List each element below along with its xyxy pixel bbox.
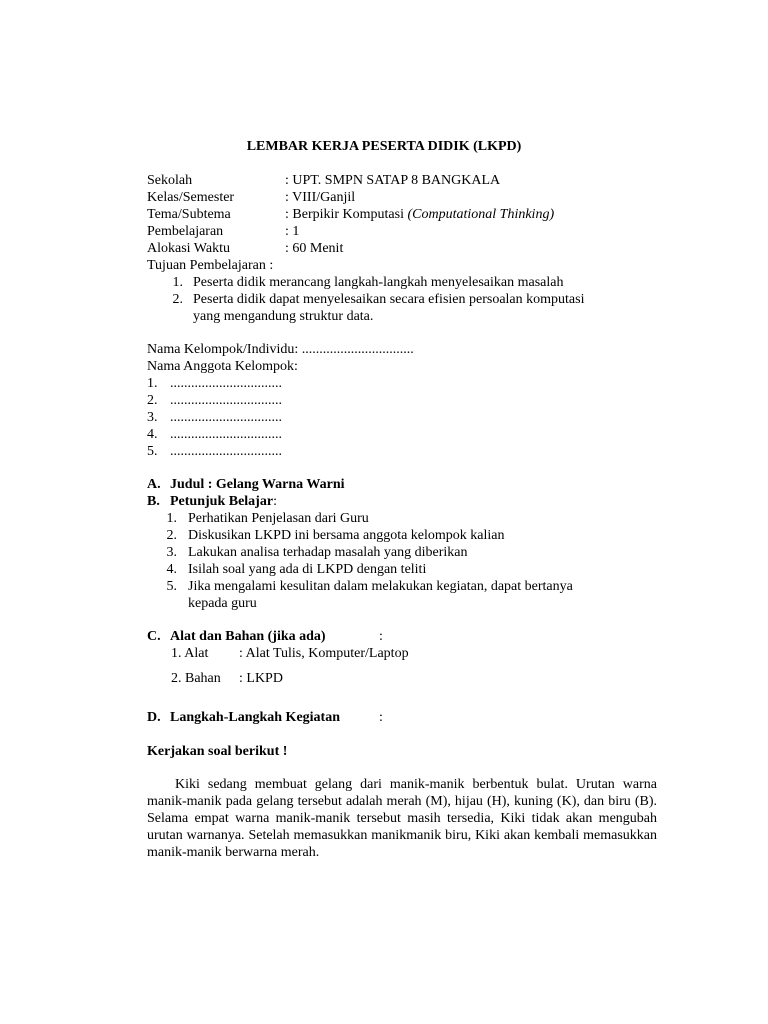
alat-label: 1. Alat <box>171 646 209 661</box>
kelas-label: Kelas/Semester <box>147 190 235 205</box>
nama-anggota-label: Nama Anggota Kelompok: <box>147 359 298 374</box>
section-a-letter: A. <box>147 477 161 492</box>
petunjuk-item-text: Lakukan analisa terhadap masalah yang diberikan <box>188 545 468 560</box>
kelas-value: : VIII/Ganjil <box>285 190 356 205</box>
tema-value <box>285 206 554 223</box>
petunjuk-item-text: kepada guru <box>188 596 257 611</box>
tema-value-text: : Berpikir Komputasi <box>285 207 408 222</box>
petunjuk-item-text: Isilah soal yang ada di LKPD dengan teliti <box>188 562 427 577</box>
sekolah-value: : UPT. SMPN SATAP 8 BANGKALA <box>285 173 501 188</box>
soal-paragraph: Kiki sedang membuat gelang dari manik-manik berbentuk bulat. Urutan warna manik-manik pada gelang tersebut adalah merah (M), hijau (H), kuning (K), dan biru (B). Selama empat warna manik-manik tersebut masih tersedia, Kiki tidak akan mengubah urutan warnanya. Setelah memasukkan manikmanik biru, Kiki akan kembali memasukkan manik-manik berwarna merah. <box>147 777 657 860</box>
tujuan-label: Tujuan Pembelajaran : <box>147 258 274 273</box>
section-c-title: Alat dan Bahan (jika ada) <box>170 629 326 644</box>
section-c-colon: : <box>379 629 383 644</box>
tema-label: Tema/Subtema <box>147 207 231 222</box>
alat-value: : Alat Tulis, Komputer/Laptop <box>239 646 409 661</box>
kerjakan-heading: Kerjakan soal berikut ! <box>147 744 288 759</box>
petunjuk-item-number: 2. <box>166 528 177 543</box>
petunjuk-item-text: Diskusikan LKPD ini bersama anggota kelompok kalian <box>188 528 505 543</box>
anggota-number: 1. <box>147 376 158 391</box>
anggota-blank: ................................ <box>170 410 282 425</box>
bahan-label: 2. Bahan <box>171 671 221 686</box>
tujuan-item-number: 2. <box>172 292 183 307</box>
pembelajaran-value: : 1 <box>285 224 300 239</box>
anggota-blank: ................................ <box>170 444 282 459</box>
anggota-number: 2. <box>147 393 158 408</box>
anggota-number: 4. <box>147 427 158 442</box>
nama-kelompok-label: Nama Kelompok/Individu: ................................ <box>147 342 414 357</box>
tujuan-item-text: Peserta didik dapat menyelesaikan secara efisien persoalan komputasi <box>193 292 585 307</box>
section-b-title: Petunjuk Belajar <box>170 494 274 509</box>
tujuan-item-text: yang mengandung struktur data. <box>193 309 374 324</box>
petunjuk-item-number: 3. <box>166 545 177 560</box>
section-d-letter: D. <box>147 710 161 725</box>
petunjuk-item-text: Jika mengalami kesulitan dalam melakukan kegiatan, dapat bertanya <box>188 579 573 594</box>
document-title: LEMBAR KERJA PESERTA DIDIK (LKPD) <box>246 139 522 154</box>
petunjuk-item-text: Perhatikan Penjelasan dari Guru <box>188 511 369 526</box>
section-d-colon: : <box>379 710 383 725</box>
section-b-colon: : <box>273 494 277 509</box>
tujuan-item-text: Peserta didik merancang langkah-langkah menyelesaikan masalah <box>193 275 564 290</box>
bahan-value: : LKPD <box>239 671 283 686</box>
section-a-title: Judul : Gelang Warna Warni <box>170 477 345 492</box>
section-c-letter: C. <box>147 629 161 644</box>
petunjuk-item-number: 5. <box>166 579 177 594</box>
section-b-letter: B. <box>147 494 160 509</box>
alokasi-value: : 60 Menit <box>285 241 344 256</box>
petunjuk-item-number: 4. <box>166 562 177 577</box>
tujuan-item-number: 1. <box>172 275 183 290</box>
anggota-number: 5. <box>147 444 158 459</box>
section-d-title: Langkah-Langkah Kegiatan <box>170 710 340 725</box>
anggota-blank: ................................ <box>170 427 282 442</box>
tema-value-italic: (Computational Thinking) <box>407 207 555 222</box>
anggota-blank: ................................ <box>170 376 282 391</box>
anggota-blank: ................................ <box>170 393 282 408</box>
sekolah-label: Sekolah <box>147 173 193 188</box>
alokasi-label: Alokasi Waktu <box>147 241 230 256</box>
anggota-number: 3. <box>147 410 158 425</box>
petunjuk-item-number: 1. <box>166 511 177 526</box>
pembelajaran-label: Pembelajaran <box>147 224 224 239</box>
section-b-heading <box>170 493 277 510</box>
